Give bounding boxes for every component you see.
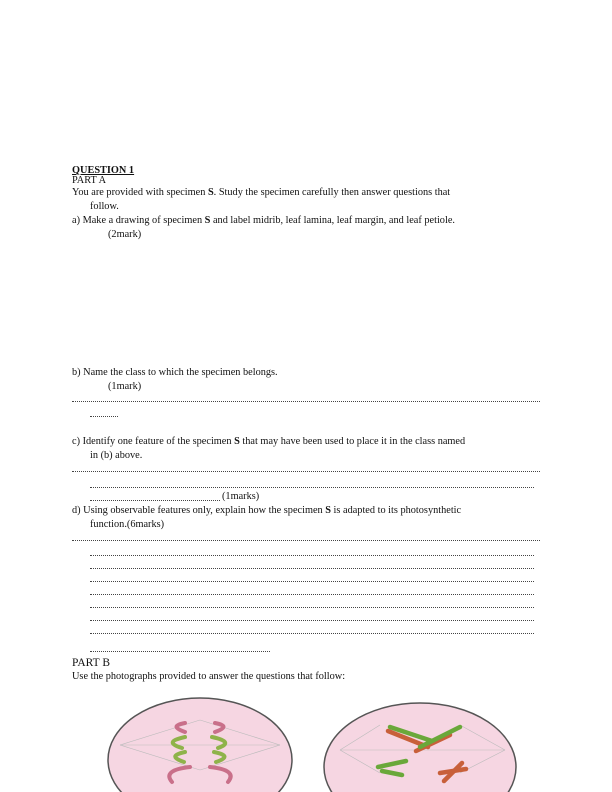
answer-line[interactable] <box>90 487 534 488</box>
answer-line[interactable] <box>90 555 534 556</box>
answer-line[interactable] <box>90 568 534 569</box>
question-d-continuation: function.(6marks) <box>90 519 165 530</box>
cell-division-photo-anaphase <box>320 695 520 792</box>
answer-line[interactable] <box>90 607 534 608</box>
answer-line[interactable] <box>90 416 118 417</box>
question-c-marks: (1marks) <box>222 491 260 502</box>
answer-line[interactable] <box>90 651 270 652</box>
part-a-label: PART A <box>72 175 107 186</box>
question-d: d) Using observable features only, explain how the specimen S is adapted to its photosynthetic <box>72 505 462 516</box>
part-b-instruction: Use the photographs provided to answer the questions that follow: <box>72 671 346 682</box>
answer-line[interactable] <box>90 633 534 634</box>
answer-line[interactable] <box>72 471 540 472</box>
cell-division-photo-metaphase <box>100 690 300 792</box>
answer-line[interactable] <box>90 581 534 582</box>
question-b: b) Name the class to which the specimen belongs. <box>72 367 278 378</box>
question-heading: QUESTION 1 <box>72 165 135 176</box>
question-a: a) Make a drawing of specimen S and label midrib, leaf lamina, leaf margin, and leaf petiole. <box>72 215 455 226</box>
intro-text: You are provided with specimen S. Study the specimen carefully then answer questions that <box>72 187 451 198</box>
answer-line[interactable] <box>72 401 540 402</box>
answer-line[interactable] <box>90 500 220 501</box>
part-b-label: PART B <box>72 657 110 669</box>
question-c-continuation: in (b) above. <box>90 450 143 461</box>
answer-line[interactable] <box>90 620 534 621</box>
question-a-marks: (2mark) <box>108 229 142 240</box>
answer-line[interactable] <box>90 594 534 595</box>
answer-line[interactable] <box>72 540 540 541</box>
question-c: c) Identify one feature of the specimen S that may have been used to place it in the class named <box>72 436 466 447</box>
question-b-marks: (1mark) <box>108 381 142 392</box>
intro-continuation: follow. <box>90 201 119 212</box>
